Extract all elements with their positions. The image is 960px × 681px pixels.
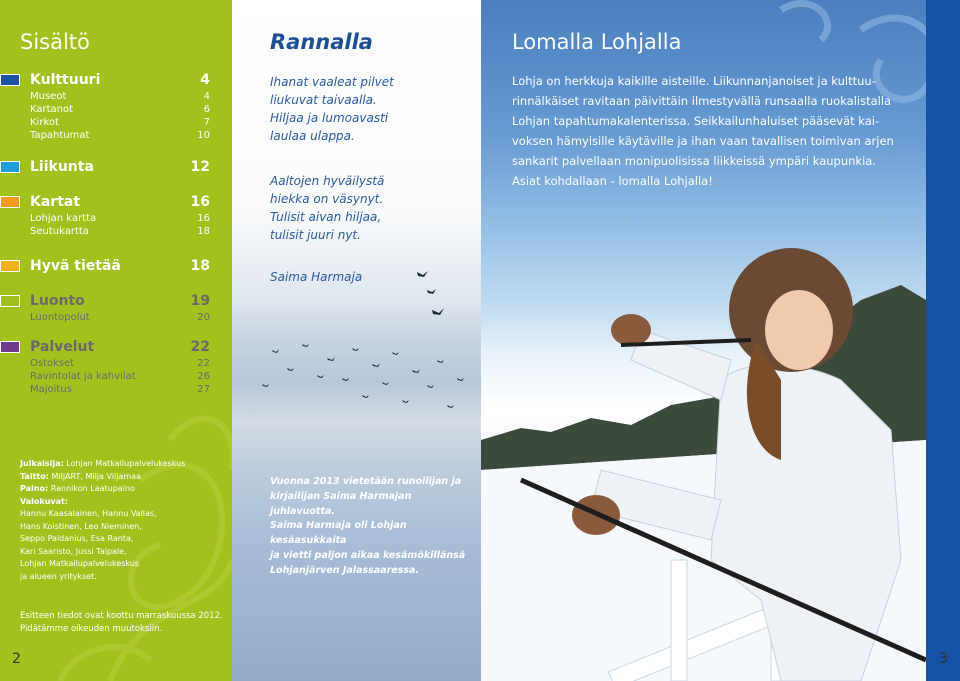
poem-panel [232, 0, 481, 681]
toc-item[interactable] [0, 117, 232, 130]
note-line: ja vietti paljon aikaa kesämökillänsä [270, 550, 466, 561]
print-credit: Rannikon Laatupaino [50, 484, 135, 493]
toc-item[interactable] [0, 358, 232, 371]
photographer-line: Kari Saaristo, Jussi Taipale, [20, 546, 127, 556]
footnote-line: Esitteen tiedot ovat koottu marraskuussa 2012. [20, 611, 223, 621]
toc-item[interactable] [0, 226, 232, 239]
section-page: 4 [200, 72, 210, 88]
toc-section-luonto[interactable] [0, 293, 232, 325]
toc-section-liikunta[interactable] [0, 159, 232, 178]
section-title: Hyvä tietää [30, 258, 121, 274]
toc-item[interactable] [0, 91, 232, 104]
section-marker [0, 74, 20, 86]
publisher-label: Julkaisija: [20, 459, 64, 468]
poem-line: Ihanat vaaleat pilvet [270, 75, 394, 89]
note-line: Vuonna 2013 vietetään runoilijan ja [270, 476, 462, 487]
page-number-left: 2 [12, 651, 21, 667]
photos-label: Valokuvat: [20, 496, 69, 506]
item-page: 10 [197, 130, 210, 141]
intro-line: rinnälkäiset ravitaan päivittäin ilmestyvällä runsaalla ruokalistalla [512, 94, 892, 108]
intro-line: Lohja on herkkuja kaikille aisteille. Liikunnanjanoiset ja kulttuu- [512, 74, 876, 88]
layout-label: Taitto: [20, 471, 49, 481]
toc-panel [0, 0, 232, 681]
item-page: 7 [203, 117, 210, 128]
intro-heading: Lomalla Lohjalla [512, 30, 682, 54]
section-page: 16 [190, 194, 210, 210]
item-page: 18 [197, 226, 210, 237]
item-page: 26 [197, 371, 210, 382]
summer-note [270, 518, 470, 578]
section-marker [0, 341, 20, 353]
photographer-line: Seppo Paldanius, Esa Ranta, [20, 534, 134, 543]
photographer-line: Hannu Kaasalainen, Hannu Vallas, [20, 509, 157, 518]
section-marker [0, 196, 20, 208]
poem-stanza-2 [270, 172, 470, 244]
section-page: 22 [190, 339, 210, 355]
footnote-line: Pidätämme oikeuden muutoksiin. [20, 623, 163, 634]
page-number-right: 3 [939, 651, 948, 667]
footnote [20, 610, 225, 635]
anniversary-note [270, 474, 470, 519]
note-line: kirjailijan Saima Harmajan juhlavuotta. [270, 491, 412, 517]
item-label: Lohjan kartta [30, 213, 97, 224]
item-label: Majoitus [30, 384, 72, 395]
intro-line: voksen hämyisille käytäville ja ihan vaan tavallisen toimivan arjen [512, 134, 894, 148]
intro-text [512, 71, 912, 191]
toc-item[interactable] [0, 104, 232, 117]
poem-line: liukuvat taivaalla. [270, 93, 377, 107]
flying-birds-image [232, 260, 481, 430]
item-label: Ravintolat ja kahvilat [30, 371, 136, 382]
toc-item[interactable] [0, 384, 232, 397]
photographer-line: Hans Koistinen, Leo Nieminen, [20, 521, 142, 531]
toc-section-hyva-tietaa[interactable] [0, 258, 232, 277]
section-page: 19 [190, 293, 210, 309]
toc-item[interactable] [0, 371, 232, 384]
intro-panel [481, 0, 960, 681]
poem-line: tulisit juuri nyt. [270, 228, 361, 242]
intro-line: Asiat kohdallaan - lomalla Lohjalla! [512, 174, 713, 188]
photographer-line: ja alueen yritykset. [20, 571, 97, 581]
section-title: Kartat [30, 194, 81, 210]
item-page: 20 [197, 312, 210, 323]
item-page: 4 [203, 91, 210, 102]
print-label: Paino: [20, 484, 49, 493]
blue-edge-strip [926, 0, 960, 681]
section-marker [0, 295, 20, 307]
section-title: Liikunta [30, 159, 94, 175]
section-title: Kulttuuri [30, 72, 101, 88]
toc-item[interactable] [0, 312, 232, 325]
poem-line: Hiljaa ja lumoavasti [270, 111, 389, 125]
publisher: Lohjan Matkailupalvelukeskus [66, 459, 186, 468]
intro-line: sankarit palvellaan monipuolisissa liikkeissä ympäri kaupunkia. [512, 154, 876, 168]
item-page: 16 [197, 213, 210, 224]
intro-line: Lohjan tapahtumakalenterissa. Seikkailunhaluiset pääsevät kai- [512, 114, 880, 128]
item-label: Tapahtumat [30, 130, 90, 141]
item-label: Kartanot [30, 104, 74, 115]
item-page: 27 [197, 384, 210, 395]
section-title: Palvelut [30, 339, 95, 355]
toc-title: Sisältö [20, 30, 90, 54]
item-label: Luontopolut [30, 312, 90, 323]
layout-credit: MiljART, Milja Viljamaa [51, 471, 141, 481]
note-line: Saima Harmaja oli Lohjan kesäasukkaita [270, 520, 407, 546]
toc-section-palvelut[interactable] [0, 339, 232, 397]
poem-line: Aaltojen hyväilystä [270, 174, 385, 188]
note-line: Lohjanjärven Jalassaaressa. [270, 565, 420, 576]
section-title: Luonto [30, 293, 85, 309]
section-page: 12 [190, 159, 210, 175]
poem-title: Rannalla [270, 30, 373, 54]
poem-line: hiekka on väsynyt. [270, 192, 384, 206]
section-marker [0, 260, 20, 272]
toc-item[interactable] [0, 130, 232, 143]
section-page: 18 [190, 258, 210, 274]
poem-author: Saima Harmaja [270, 270, 363, 284]
item-label: Kirkot [30, 117, 59, 128]
credits [20, 458, 220, 583]
item-label: Museot [30, 91, 67, 102]
photographer-line: Lohjan Matkailupalvelukeskus [20, 559, 140, 568]
toc-section-kartat[interactable] [0, 194, 232, 239]
poem-line: laulaa ulappa. [270, 129, 355, 143]
toc-item[interactable] [0, 213, 232, 226]
item-label: Ostokset [30, 358, 75, 369]
item-label: Seutukartta [30, 226, 89, 237]
item-page: 22 [197, 358, 210, 369]
section-marker [0, 161, 20, 173]
toc-section-kulttuuri[interactable] [0, 72, 232, 143]
item-page: 6 [203, 104, 210, 115]
poem-stanza-1 [270, 73, 470, 145]
poem-line: Tulisit aivan hiljaa, [270, 210, 382, 224]
